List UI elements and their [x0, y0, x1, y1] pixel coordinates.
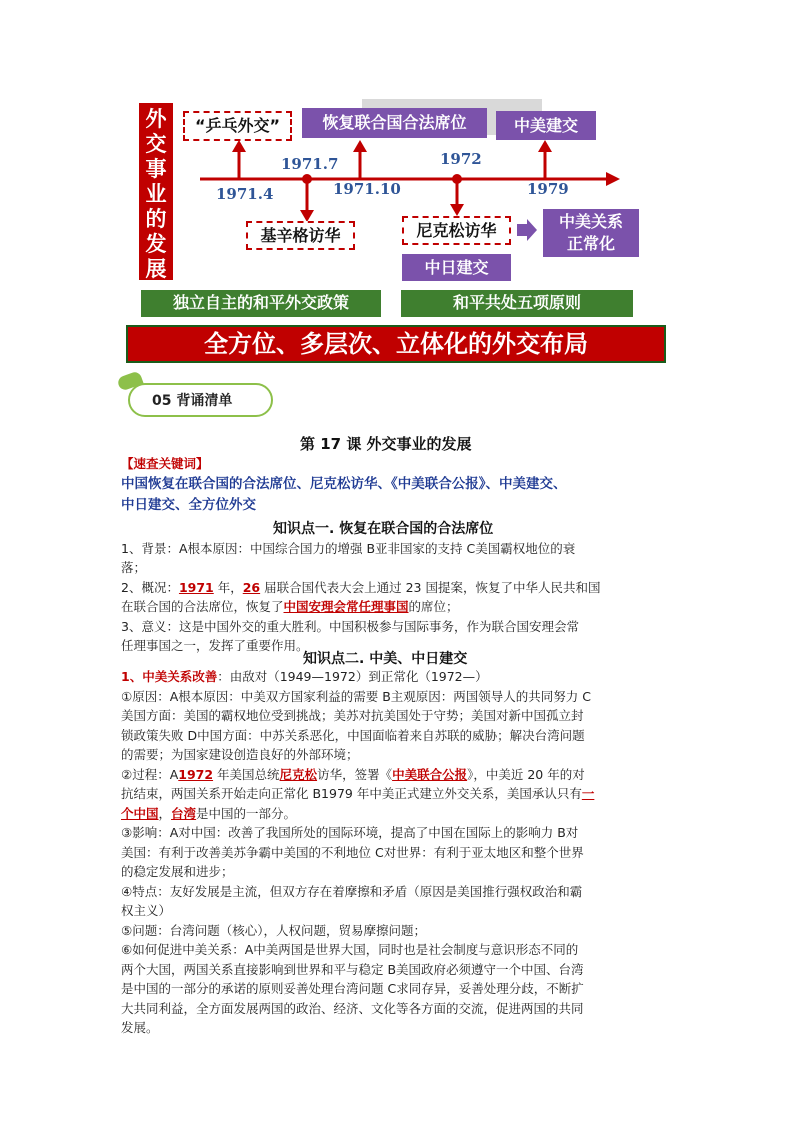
- highlight-communique: 中美联合公报: [392, 767, 468, 782]
- kp2-cause-2: 美国方面：美国的霸权地位受到挑战；美苏对抗美国处于守势；美国对新中国孤立封: [121, 708, 584, 723]
- text: ②过程：A: [121, 767, 179, 782]
- kp2-impact-1: ③影响：A对中国：改善了我国所处的国际环境，提高了中国在国际上的影响力 B对: [121, 825, 579, 840]
- title-char: 展: [145, 256, 167, 281]
- independent-policy-bar: 独立自主的和平外交政策: [141, 290, 381, 317]
- subheading-label: 1、中美关系改善: [121, 669, 218, 684]
- year-1979: 1979: [527, 180, 569, 198]
- diplomacy-diagram: [0, 0, 794, 370]
- arrowhead-down-1972: [450, 204, 464, 216]
- title-char: 发: [145, 231, 167, 256]
- kp1-significance-2: 任理事国之一，发挥了重要作用。: [121, 638, 309, 653]
- highlight-seat: 中国安理会常任理事国: [283, 599, 409, 614]
- text: 届联合国代表大会上通过 23 国提案，恢复了中华人民共和国: [260, 580, 601, 595]
- keywords-line-1: 中国恢复在联合国的合法席位、尼克松访华、《中美联合公报》、中美建交、: [121, 476, 567, 492]
- highlight-year: 1971: [178, 580, 214, 595]
- kp1-significance-1: 3、意义：这是中国外交的重大胜利。中国积极参与国际事务，作为联合国安理会常: [121, 619, 579, 634]
- kp2-title: 知识点二. 中美、中日建交: [303, 651, 468, 667]
- text: 是中国的一部分。: [196, 806, 297, 821]
- kp2-promote-2: 两个大国，两国关系直接影响到世界和平与稳定 B美国政府必须遵守一个中国、台湾: [121, 962, 584, 977]
- restore-un-box: 恢复联合国合法席位: [302, 108, 487, 138]
- kp2-feature-1: ④特点：友好发展是主流，但双方存在着摩擦和矛盾（原因是美国推行强权政治和霸: [121, 884, 583, 899]
- timeline-arrowhead: [606, 172, 620, 186]
- kp1-overview-1: [121, 577, 600, 598]
- kp2-promote-1: ⑥如何促进中美关系：A中美两国是世界大国，同时也是社会制度与意识形态不同的: [121, 942, 579, 957]
- highlight-nixon: 尼克松: [279, 767, 318, 782]
- kp2-impact-2: 美国：有利于改善美苏争霸中美国的不利地位 C对世界：有利于亚太地区和整个世界: [121, 845, 584, 860]
- kp1-title: 知识点一. 恢复在联合国的合法席位: [273, 521, 494, 537]
- title-char: 外: [145, 106, 167, 131]
- title-char: 事: [145, 156, 167, 181]
- text: 2、概况：: [121, 580, 179, 595]
- nixon-box: 尼克松访华: [402, 216, 511, 245]
- arrowhead-up-1979: [538, 140, 552, 152]
- pingpong-box: “乒乓外交”: [183, 111, 292, 141]
- kp2-cause-4: 的需要；为国家建设创造良好的外部环境；: [121, 747, 359, 762]
- kp2-impact-3: 的稳定发展和进步；: [121, 864, 234, 879]
- kp2-feature-2: 权主义）: [121, 903, 172, 918]
- kp2-promote-4: 大共同利益，全方面发展两国的政治、经济、文化等各方面的交流，促进两国的共同: [121, 1001, 584, 1016]
- arrowhead-up-1971-4: [232, 140, 246, 152]
- year-1971-7: 1971.7: [281, 155, 339, 173]
- kp2-process-2: [121, 783, 594, 804]
- keywords-line-2: 中日建交、全方位外交: [121, 497, 256, 513]
- kp1-overview-2: [121, 596, 459, 617]
- kp2-subheading: [121, 666, 488, 687]
- sino-japan-box: 中日建交: [402, 254, 511, 281]
- title-char: 的: [145, 206, 167, 231]
- text: ：由敌对（1949—1972）到正常化（1972—）: [217, 669, 488, 684]
- kissinger-box: 基辛格访华: [246, 221, 355, 250]
- highlight-taiwan: 台湾: [171, 806, 197, 821]
- arrowhead-up-1971-10: [353, 140, 367, 152]
- section-tag-label: 05 背诵清单: [152, 393, 233, 409]
- text: ，: [158, 806, 172, 821]
- text: 年美国总统: [213, 767, 280, 782]
- arrow-right-purple: [517, 219, 537, 241]
- highlight-year: 1972: [178, 767, 214, 782]
- kp2-issues: ⑤问题：台湾问题（核心），人权问题，贸易摩擦问题；: [121, 923, 426, 938]
- title-char: 交: [145, 131, 167, 156]
- normalization-box: [543, 209, 639, 257]
- text: 》，中美近 20 年的对: [467, 767, 585, 782]
- highlight-one-china: 个中国: [121, 806, 159, 821]
- normalization-line-2: 正常化: [566, 234, 615, 253]
- text: 年，: [213, 580, 243, 595]
- year-1971-10: 1971.10: [333, 180, 401, 198]
- sino-us-ties-box: 中美建交: [496, 111, 596, 140]
- lesson-title: 第 17 课 外交事业的发展: [300, 435, 472, 453]
- kp1-bg-2: 落；: [121, 560, 147, 575]
- layout-banner: 全方位、多层次、立体化的外交布局: [126, 325, 666, 363]
- highlight-session: 26: [242, 580, 261, 595]
- kp2-promote-5: 发展。: [121, 1020, 159, 1035]
- normalization-line-1: 中美关系: [558, 212, 623, 231]
- text: 的席位；: [408, 599, 459, 614]
- keywords-label: 【速查关键词】: [121, 456, 209, 471]
- kp1-bg-1: 1、背景：A根本原因：中国综合国力的增强 B亚非国家的支持 C美国霸权地位的衰: [121, 541, 576, 556]
- highlight-one: 一: [581, 786, 595, 801]
- text: 在联合国的合法席位，恢复了: [121, 599, 284, 614]
- year-1972: 1972: [440, 150, 482, 168]
- kp2-cause-1: ①原因：A根本原因：中美双方国家利益的需要 B主观原因：两国领导人的共同努力 C: [121, 689, 592, 704]
- kp2-process-3: [121, 803, 296, 824]
- text: 抗结束，两国关系开始走向正常化 B1979 年中美正式建立外交关系，美国承认只有: [121, 786, 582, 801]
- title-char: 业: [145, 181, 167, 206]
- text: 访华，签署《: [317, 767, 393, 782]
- five-principles-bar: 和平共处五项原则: [401, 290, 633, 317]
- kp2-cause-3: 锁政策失败 D中国方面：中苏关系恶化，中国面临着来自苏联的威胁；解决台湾问题: [121, 728, 585, 743]
- year-1971-4: 1971.4: [216, 185, 274, 203]
- kp2-promote-3: 是中国的一部分的承诺的原则妥善处理台湾问题 C求同存异，妥善处理分歧，不断扩: [121, 981, 584, 996]
- kp2-process-1: [121, 764, 585, 785]
